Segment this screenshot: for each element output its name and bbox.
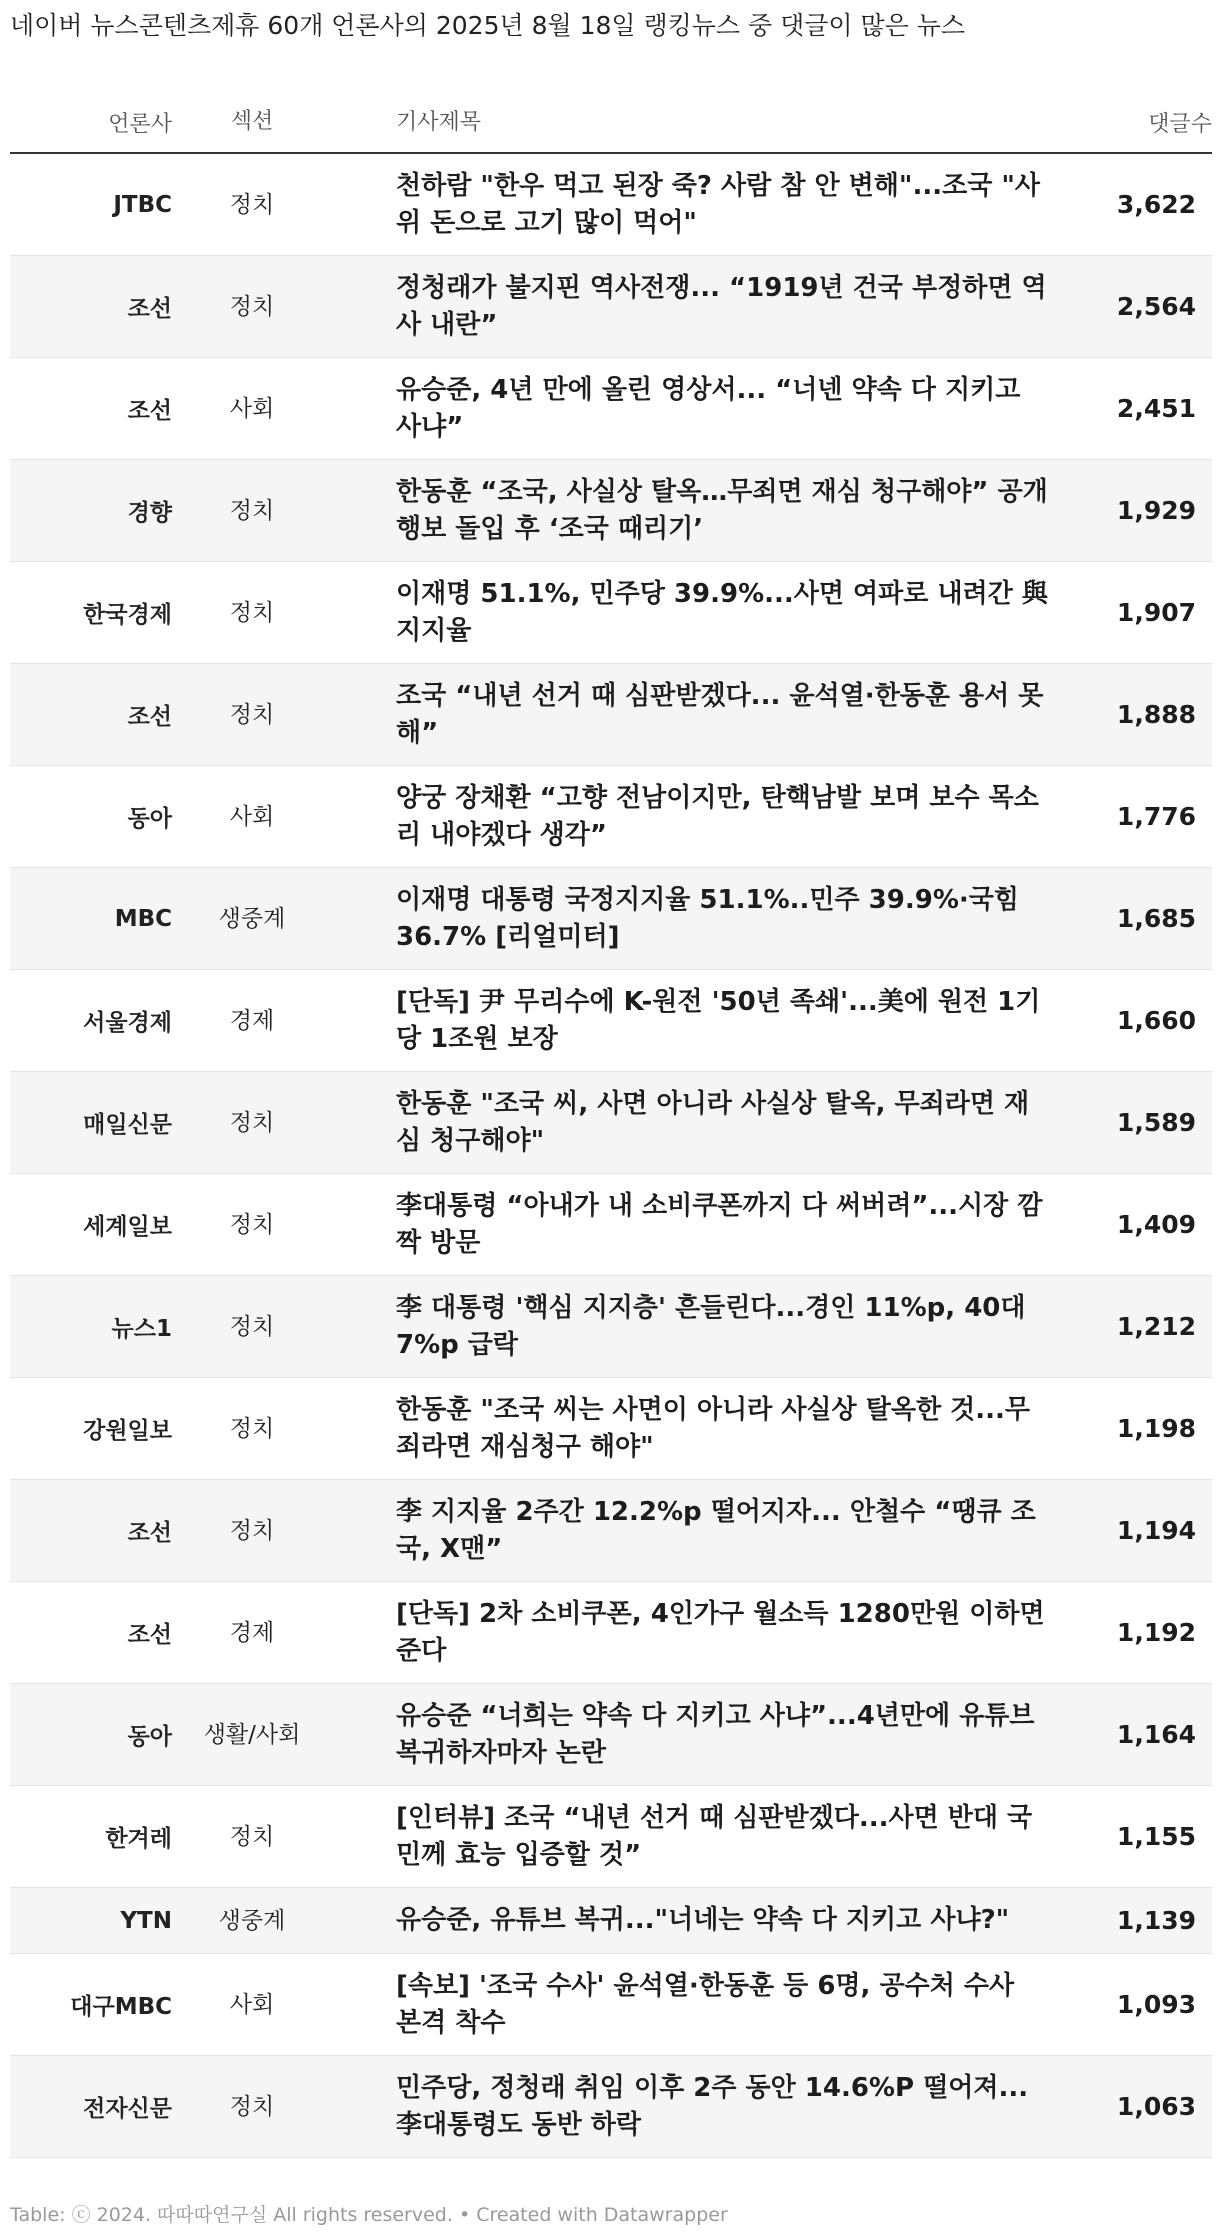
cell-section: 정치 bbox=[229, 497, 275, 524]
table-footer: Table: ⓒ 2024. 따따따연구실 All rights reserved. • Created with Datawrapper bbox=[10, 2204, 728, 2226]
cell-section: 경제 bbox=[229, 1007, 275, 1034]
cell-headline: 한동훈 “조국, 사실상 탈옥…무죄면 재심 청구해야” 공개 행보 돌입 후 ‘조국 때리기’ bbox=[396, 476, 1048, 544]
cell-publisher: 조선 bbox=[127, 704, 172, 730]
cell-headline: 천하람 "한우 먹고 된장 죽? 사람 참 안 변해"...조국 "사위 돈으로 고기 많이 먹어" bbox=[396, 170, 1041, 238]
cell-section: 사회 bbox=[229, 1991, 275, 2018]
cell-publisher: 전자신문 bbox=[83, 2096, 172, 2122]
table-row bbox=[10, 664, 1212, 766]
cell-comments: 3,622 bbox=[1116, 190, 1196, 219]
table-row bbox=[10, 1888, 1212, 1954]
cell-section: 경제 bbox=[229, 1619, 275, 1646]
cell-publisher: 한국경제 bbox=[83, 602, 172, 628]
cell-headline: [속보] '조국 수사' 윤석열·한동훈 등 6명, 공수처 수사 본격 착수 bbox=[396, 1970, 1015, 2038]
cell-section: 정치 bbox=[229, 1211, 275, 1238]
cell-headline: 유승준 “너희는 약속 다 지키고 사냐”...4년만에 유튜브 복귀하자마자 논란 bbox=[396, 1700, 1035, 1768]
table-row bbox=[10, 1786, 1212, 1888]
table-row bbox=[10, 1582, 1212, 1684]
column-header-comments[interactable]: 댓글수 bbox=[1148, 111, 1212, 137]
cell-comments: 1,409 bbox=[1116, 1210, 1196, 1239]
cell-headline: 李 지지율 2주간 12.2%p 떨어지자... 안철수 “땡큐 조국, X맨” bbox=[396, 1496, 1036, 1564]
cell-publisher: JTBC bbox=[113, 191, 172, 218]
cell-headline: 이재명 51.1%, 민주당 39.9%...사면 여파로 내려간 與 지지율 bbox=[396, 578, 1048, 646]
cell-headline: 한동훈 "조국 씨는 사면이 아니라 사실상 탈옥한 것...무죄라면 재심청구 해야" bbox=[396, 1394, 1030, 1462]
cell-comments: 1,194 bbox=[1116, 1516, 1196, 1545]
table-row bbox=[10, 256, 1212, 358]
cell-section: 정치 bbox=[229, 191, 275, 218]
cell-headline: 李 대통령 '핵심 지지층' 흔들린다...경인 11%p, 40대 7%p 급락 bbox=[396, 1292, 1026, 1360]
cell-headline: 정청래가 불지핀 역사전쟁... “1919년 건국 부정하면 역사 내란” bbox=[396, 272, 1047, 340]
cell-publisher: 매일신문 bbox=[83, 1112, 172, 1138]
comments-table bbox=[10, 92, 1212, 2158]
table-row bbox=[10, 1480, 1212, 1582]
cell-publisher: 세계일보 bbox=[83, 1214, 172, 1240]
table-title: 네이버 뉴스콘텐츠제휴 60개 언론사의 2025년 8월 18일 랭킹뉴스 중 댓글이 많은 뉴스 bbox=[10, 11, 966, 40]
cell-comments: 1,192 bbox=[1116, 1618, 1196, 1647]
table-row bbox=[10, 460, 1212, 562]
table-body bbox=[10, 154, 1212, 2158]
cell-comments: 1,212 bbox=[1116, 1312, 1196, 1341]
cell-publisher: YTN bbox=[120, 1907, 172, 1934]
cell-comments: 1,155 bbox=[1116, 1822, 1196, 1851]
cell-comments: 1,139 bbox=[1116, 1906, 1196, 1935]
column-header-headline[interactable]: 기사제목 bbox=[396, 109, 482, 135]
table-row bbox=[10, 1276, 1212, 1378]
cell-headline: 유승준, 유튜브 복귀..."너네는 약속 다 지키고 사냐?" bbox=[396, 1905, 1010, 1935]
cell-section: 정치 bbox=[229, 1823, 275, 1850]
cell-publisher: 경향 bbox=[127, 500, 172, 526]
cell-headline: 조국 “내년 선거 때 심판받겠다... 윤석열·한동훈 용서 못해” bbox=[396, 680, 1044, 748]
cell-comments: 1,093 bbox=[1116, 1990, 1196, 2019]
cell-publisher: 조선 bbox=[127, 1520, 172, 1546]
cell-publisher: 서울경제 bbox=[83, 1010, 172, 1036]
column-header-publisher[interactable]: 언론사 bbox=[108, 111, 172, 137]
table-row bbox=[10, 562, 1212, 664]
cell-comments: 1,063 bbox=[1116, 2092, 1196, 2121]
column-header-section[interactable]: 섹션 bbox=[230, 109, 274, 134]
cell-headline: [인터뷰] 조국 “내년 선거 때 심판받겠다...사면 반대 국민께 효능 입증할 것” bbox=[396, 1802, 1033, 1870]
table-row bbox=[10, 970, 1212, 1072]
table-row bbox=[10, 2056, 1212, 2158]
table-row bbox=[10, 154, 1212, 256]
cell-headline: 李대통령 “아내가 내 소비쿠폰까지 다 써버려”...시장 깜짝 방문 bbox=[396, 1190, 1043, 1258]
cell-headline: [단독] 尹 무리수에 K-원전 '50년 족쇄'...美에 원전 1기 당 1조원 보장 bbox=[396, 986, 1041, 1054]
cell-publisher: 뉴스1 bbox=[111, 1316, 172, 1342]
cell-section: 정치 bbox=[229, 701, 275, 728]
table-row bbox=[10, 1684, 1212, 1786]
table-row bbox=[10, 1174, 1212, 1276]
table-row bbox=[10, 358, 1212, 460]
cell-headline: 유승준, 4년 만에 올린 영상서... “너넨 약속 다 지키고 사냐” bbox=[396, 374, 1021, 442]
cell-comments: 1,198 bbox=[1116, 1414, 1196, 1443]
cell-publisher: 동아 bbox=[127, 806, 172, 832]
cell-section: 생중계 bbox=[218, 905, 286, 932]
cell-publisher: 동아 bbox=[127, 1724, 172, 1750]
table-row bbox=[10, 1378, 1212, 1480]
cell-section: 정치 bbox=[229, 599, 275, 626]
cell-comments: 1,907 bbox=[1116, 598, 1196, 627]
cell-comments: 1,660 bbox=[1116, 1006, 1196, 1035]
cell-publisher: 한겨레 bbox=[105, 1826, 172, 1852]
cell-comments: 2,451 bbox=[1116, 394, 1196, 423]
cell-publisher: 조선 bbox=[127, 1622, 172, 1648]
table-row bbox=[10, 1954, 1212, 2056]
cell-headline: 민주당, 정청래 취임 이후 2주 동안 14.6%P 떨어져... 李대통령도 동반 하락 bbox=[396, 2072, 1029, 2140]
cell-publisher: MBC bbox=[114, 905, 172, 932]
cell-publisher: 대구MBC bbox=[70, 1994, 172, 2020]
cell-section: 정치 bbox=[229, 2093, 275, 2120]
cell-comments: 2,564 bbox=[1116, 292, 1196, 321]
cell-comments: 1,685 bbox=[1116, 904, 1196, 933]
table-row bbox=[10, 868, 1212, 970]
cell-publisher: 조선 bbox=[127, 398, 172, 424]
cell-section: 사회 bbox=[229, 803, 275, 830]
cell-headline: 양궁 장채환 “고향 전남이지만, 탄핵남발 보며 보수 목소리 내야겠다 생각” bbox=[396, 782, 1039, 850]
table-row bbox=[10, 766, 1212, 868]
cell-headline: [단독] 2차 소비쿠폰, 4인가구 월소득 1280만원 이하면 준다 bbox=[396, 1598, 1045, 1666]
cell-publisher: 조선 bbox=[127, 296, 172, 322]
cell-headline: 한동훈 "조국 씨, 사면 아니라 사실상 탈옥, 무죄라면 재심 청구해야" bbox=[396, 1088, 1030, 1156]
cell-section: 사회 bbox=[229, 395, 275, 422]
cell-comments: 1,776 bbox=[1116, 802, 1196, 831]
cell-section: 정치 bbox=[229, 1313, 275, 1340]
cell-comments: 1,164 bbox=[1116, 1720, 1196, 1749]
cell-comments: 1,888 bbox=[1116, 700, 1196, 729]
cell-comments: 1,929 bbox=[1116, 496, 1196, 525]
table-header bbox=[10, 92, 1212, 154]
table-row bbox=[10, 1072, 1212, 1174]
cell-section: 정치 bbox=[229, 293, 275, 320]
cell-headline: 이재명 대통령 국정지지율 51.1%..민주 39.9%·국힘 36.7% [리얼미터] bbox=[396, 884, 1019, 952]
cell-section: 생중계 bbox=[218, 1907, 286, 1934]
cell-section: 생활/사회 bbox=[203, 1721, 301, 1748]
cell-comments: 1,589 bbox=[1116, 1108, 1196, 1137]
cell-section: 정치 bbox=[229, 1517, 275, 1544]
cell-section: 정치 bbox=[229, 1415, 275, 1442]
cell-publisher: 강원일보 bbox=[83, 1418, 172, 1444]
cell-section: 정치 bbox=[229, 1109, 275, 1136]
